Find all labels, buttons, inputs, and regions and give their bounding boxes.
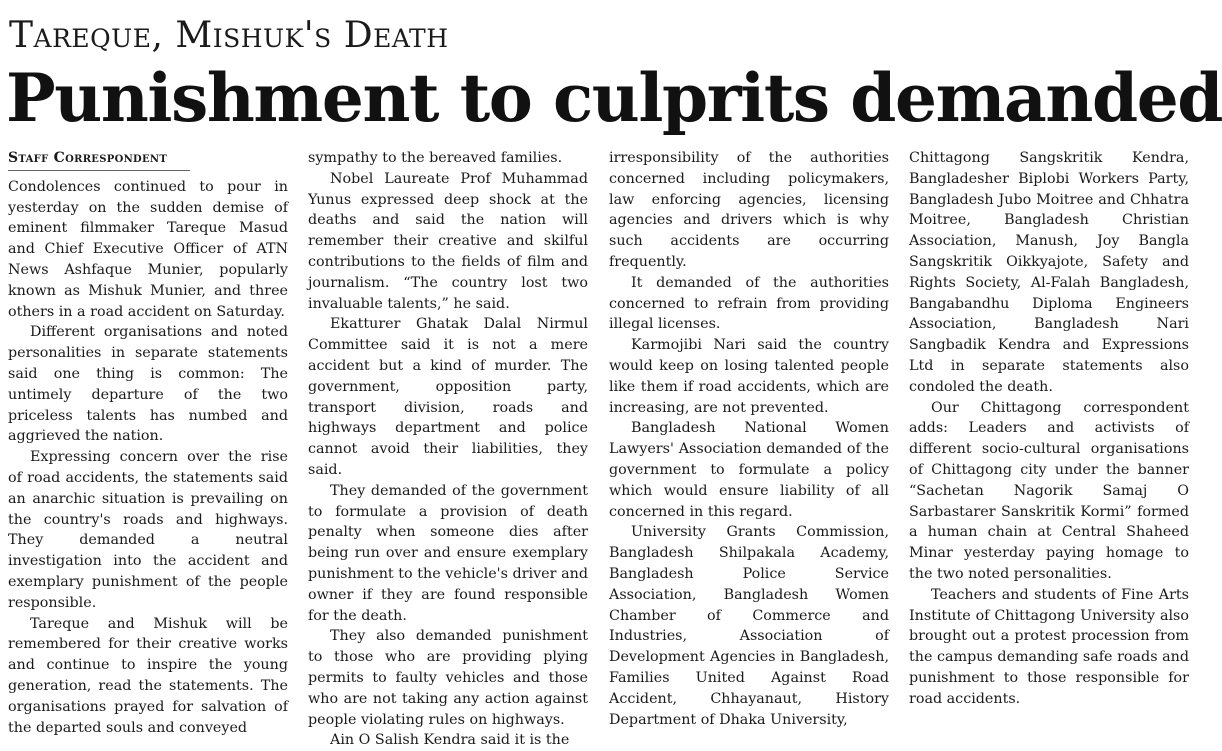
- article-paragraph: It demanded of the authorities concerned to refrain from providing illegal licenses.: [609, 274, 889, 333]
- article-column-1: [8, 148, 288, 734]
- article-kicker: Tareque, Mishuk's Death: [9, 15, 449, 56]
- article-headline: Punishment to culprits demanded: [6, 59, 1222, 137]
- article-byline: Staff Correspondent: [8, 148, 190, 171]
- article-paragraph: Different organisations and noted personalities in separate statements said one thing is common: The untimely departure of the two priceless talents has numbed and aggrieved the nation.: [8, 324, 288, 445]
- article-paragraph: They also demanded punishment to those who are providing plying permits to faulty vehicles and those who are not taking any action against people violating rules on highways.: [308, 628, 588, 728]
- article-paragraph: Ekatturer Ghatak Dalal Nirmul Committee said it is not a mere accident but a kind of murder. The government, opposition party, transport division, roads and highways department and police cannot avoid their liabilities, they said.: [308, 316, 588, 478]
- article-paragraph: sympathy to the bereaved families.: [308, 150, 563, 166]
- article-paragraph: University Grants Commission, Bangladesh Shilpakala Academy, Bangladesh Police Service Association, Bangladesh Women Chamber of Commerce and Industries, Association of Development Agencies in Bangladesh, Families United Against Road Accident, Chhayanaut, History Department of Dhaka University,: [609, 524, 889, 728]
- article-paragraph: Nobel Laureate Prof Muhammad Yunus expressed deep shock at the deaths and said the nation will remember their creative and skilful contributions to the fields of film and journalism. “The country lost two invaluable talents,” he said.: [308, 170, 588, 312]
- article-column-3: [609, 148, 889, 734]
- article-paragraph: Tareque and Mishuk will be remembered for their creative works and continue to inspire the young generation, read the statements. The organisations prayed for salvation of the departed souls and conveyed: [8, 615, 288, 736]
- article-paragraph: Chittagong Sangskritik Kendra, Bangladesher Biplobi Workers Party, Bangladesh Jubo Moitree and Chhatra Moitree, Bangladesh Christian Association, Manush, Joy Bangla Sangskritik Oikkyajote, Safety and Rights Society, Al-Falah Bangladesh, Bangabandhu Diploma Engineers Association, Bangladesh Nari Sangbadik Kendra and Expressions Ltd in separate statements also condoled the death.: [909, 150, 1189, 395]
- article-paragraph: Bangladesh National Women Lawyers' Association demanded of the government to formulate a policy which would ensure liability of all concerned in this regard.: [609, 420, 889, 520]
- article-paragraph: They demanded of the government to formulate a provision of death penalty when someone dies after being run over and ensure exemplary punishment to the vehicle's driver and owner if they are found responsible for the death.: [308, 482, 588, 624]
- article-paragraph: irresponsibility of the authorities concerned including policymakers, law enforcing agencies, licensing agencies and drivers which is why such accidents are occurring frequently.: [609, 150, 889, 270]
- article-column-4: [909, 148, 1189, 734]
- article-column-2: [308, 148, 588, 749]
- article-paragraph: Expressing concern over the rise of road accidents, the statements said an anarchic situation is prevailing on the country's roads and highways. They demanded a neutral investigation into the accident and exemplary punishment of the people responsible.: [8, 449, 288, 611]
- article-paragraph: Condolences continued to pour in yesterday on the sudden demise of eminent filmmaker Tareque Masud and Chief Executive Officer of ATN News Ashfaque Munier, popularly known as Mishuk Munier, and three others in a road accident on Saturday.: [8, 178, 288, 320]
- article-paragraph: Karmojibi Nari said the country would keep on losing talented people like them if road accidents, which are increasing, are not prevented.: [609, 337, 889, 416]
- article-paragraph: Ain O Salish Kendra said it is the: [330, 732, 570, 749]
- article-paragraph: Teachers and students of Fine Arts Institute of Chittagong University also brought out a protest procession from the campus demanding safe roads and punishment to those responsible for road accidents.: [909, 586, 1189, 707]
- article-paragraph: Our Chittagong correspondent adds: Leaders and activists of different socio-cultural organisations of Chittagong city under the banner “Sachetan Nagorik Samaj O Sarbastarer Sanskritik Kormi” formed a human chain at Central Shaheed Minar yesterday paying homage to the two noted personalities.: [909, 399, 1189, 582]
